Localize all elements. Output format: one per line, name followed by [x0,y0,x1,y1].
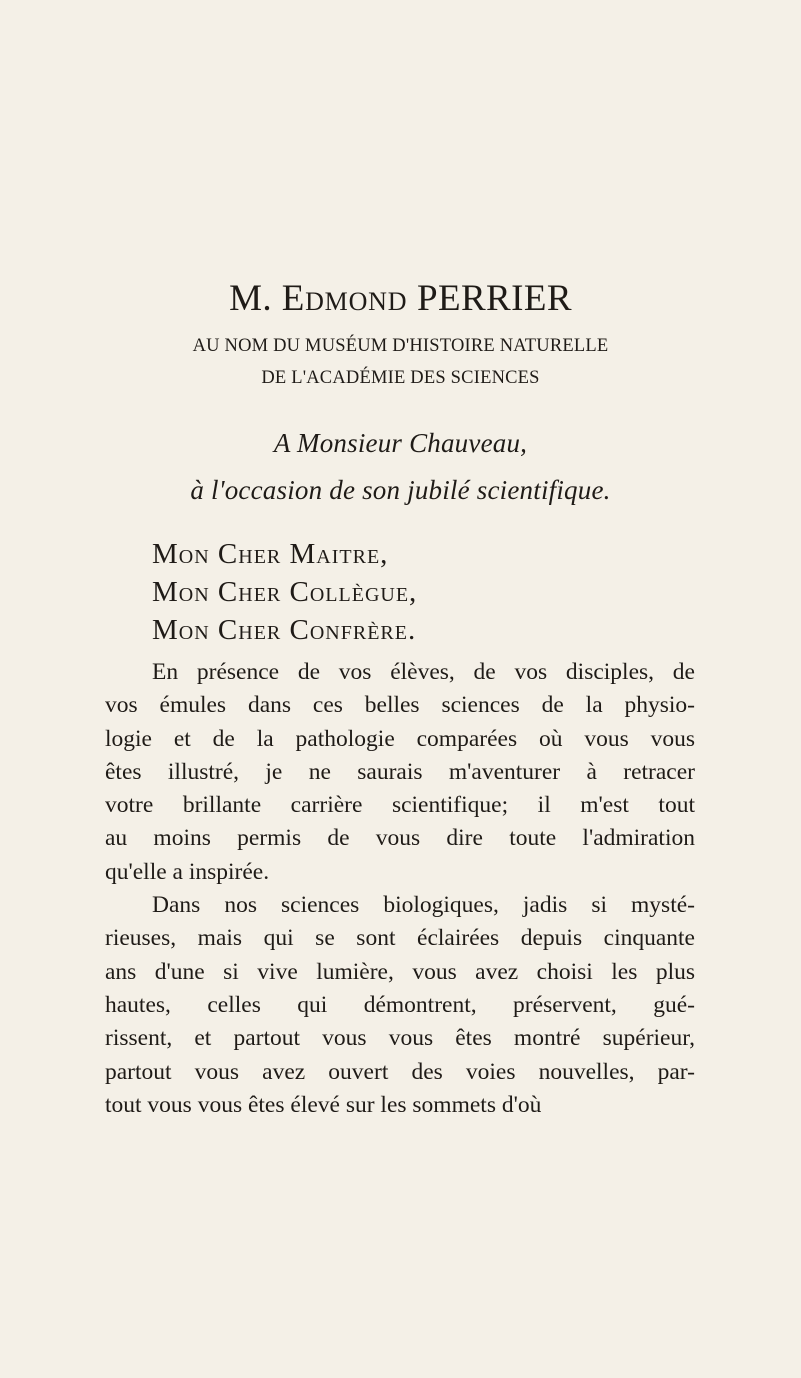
dedication-line-1: A Monsieur Chauveau, [273,428,528,458]
body-paragraph-1 [105,656,695,889]
salutation-line-3: Mon Cher Confrère. [152,614,417,646]
body-line: En présence de vos élèves, de vos disciples, de [152,659,695,685]
dedication-block [0,420,801,514]
body-line: êtes illustré, je ne saurais m'aventurer à retracer [105,758,695,785]
salutation-line-2: Mon Cher Collègue, [152,576,418,608]
body-line: logie et de la pathologie comparées où vous vous [105,725,695,752]
author-first-name: Edmond [281,278,408,319]
author-prefix: M. [229,278,273,319]
salutation-block [152,535,417,649]
body-line: hautes, celles qui démontrent, préservent, gué- [105,991,695,1018]
institution-line-2: DE L'ACADÉMIE DES SCIENCES [261,368,540,388]
body-line: partout vous avez ouvert des voies nouvelles, par- [105,1058,695,1085]
body-line: rissent, et partout vous vous êtes montré supérieur, [105,1025,695,1052]
body-line: rieuses, mais qui se sont éclairées depuis cinquante [105,925,695,952]
body-line: ans d'une si vive lumière, vous avez choisi les plus [105,958,695,985]
body-line: votre brillante carrière scientifique; il m'est tout [105,792,695,819]
institution-line-1: AU NOM DU MUSÉUM D'HISTOIRE NATURELLE [192,336,609,356]
author-heading [0,277,801,321]
institution-block [0,330,801,394]
body-line: qu'elle a inspirée. [105,858,270,885]
body-line: vos émules dans ces belles sciences de la physio- [105,692,695,719]
letter-body [105,656,695,1122]
author-last-name: PERRIER [416,278,572,319]
dedication-line-2: à l'occasion de son jubilé scientifique. [190,475,611,505]
body-line: au moins permis de vous dire toute l'admiration [105,825,695,852]
body-line: Dans nos sciences biologiques, jadis si mysté- [152,892,695,919]
salutation-line-1: Mon Cher Maitre, [152,538,389,570]
body-line: tout vous vous êtes élevé sur les sommets d'où [105,1091,542,1118]
body-paragraph-2 [105,889,695,1122]
